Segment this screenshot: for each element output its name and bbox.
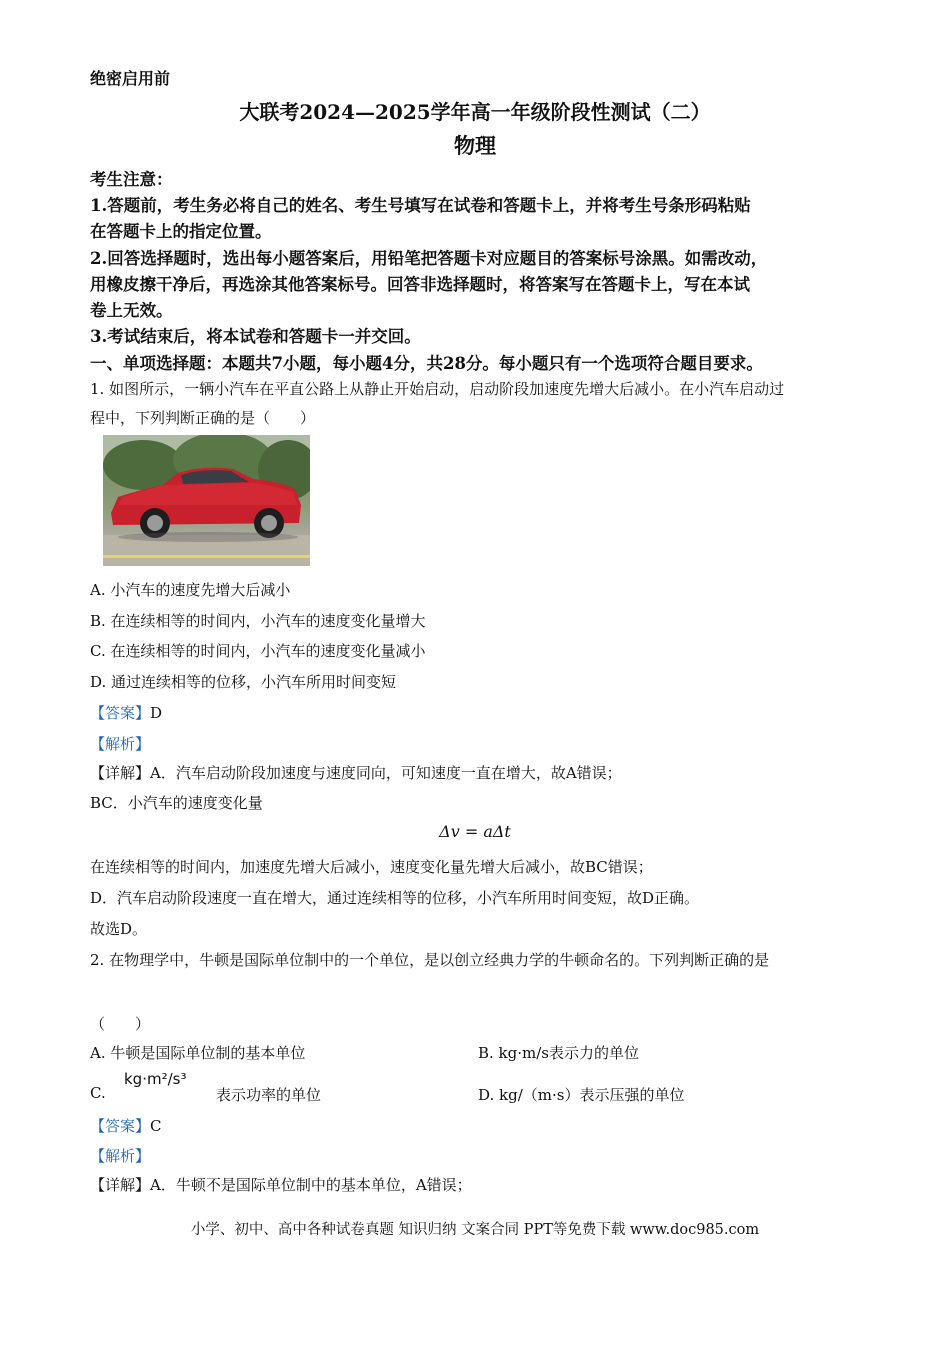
- q1-detail-line: D．汽车启动阶段速度一直在增大，通过连续相等的位移，小汽车所用时间变短，故D正确。: [90, 889, 700, 907]
- red-car-photo: [103, 435, 310, 566]
- q2-option-d: D. kg/（m·s）表示压强的单位: [478, 1086, 685, 1104]
- q1-answer: [90, 702, 162, 723]
- answer-value: D: [150, 704, 163, 722]
- detail-text: A．牛顿不是国际单位制中的基本单位，A错误；: [150, 1176, 472, 1194]
- notice-line: 2.回答选择题时，选出每小题答案后，用铅笔把答题卡对应题目的答案标号涂黑。如需改动，: [90, 249, 768, 268]
- notice-line: 1.答题前，考生务必将自己的姓名、考生号填写在试卷和答题卡上，并将考生号条形码粘贴: [90, 196, 751, 215]
- q1-stem: 程中，下列判断正确的是（ ）: [90, 409, 316, 427]
- notice-line: 卷上无效。: [90, 301, 173, 320]
- q2-option-c-unit: kg·m²/s³: [124, 1070, 187, 1088]
- notice-heading: 考生注意：: [90, 170, 173, 189]
- notice-line: 用橡皮擦干净后，再选涂其他答案标号。回答非选择题时，将答案写在答题卡上，写在本试: [90, 275, 750, 294]
- q1-option-a: A. 小汽车的速度先增大后减小: [90, 581, 291, 599]
- q1-option-d: D. 通过连续相等的位移，小汽车所用时间变短: [90, 673, 397, 691]
- answer-tag: 【答案】: [90, 704, 151, 722]
- q1-option-b: B. 在连续相等的时间内，小汽车的速度变化量增大: [90, 612, 426, 630]
- q2-detail: [90, 1174, 472, 1195]
- section-heading: 一、单项选择题：本题共7小题，每小题4分，共28分。每小题只有一个选项符合题目要求。: [90, 354, 763, 373]
- q1-detail-line: 在连续相等的时间内，加速度先增大后减小，速度变化量先增大后减小，故BC错误；: [90, 858, 653, 876]
- secret-label: 绝密启用前: [90, 69, 171, 88]
- subject-title: 物理: [454, 133, 496, 158]
- q2-option-b: B. kg·m/s表示力的单位: [478, 1044, 639, 1062]
- notice-line: 3.考试结束后，将本试卷和答题卡一并交回。: [90, 327, 421, 346]
- q2-option-c-text: 表示功率的单位: [216, 1086, 322, 1104]
- detail-tag: 【详解】: [90, 764, 151, 782]
- q1-detail-bc: BC．小汽车的速度变化量: [90, 794, 263, 812]
- answer-tag: 【答案】: [90, 1117, 151, 1135]
- q2-option-c-label: C.: [90, 1084, 106, 1102]
- detail-text: A．汽车启动阶段加速度与速度同向，可知速度一直在增大，故A错误；: [150, 764, 622, 782]
- q2-analysis-tag: 【解析】: [90, 1147, 151, 1165]
- q2-stem: 2. 在物理学中，牛顿是国际单位制中的一个单位，是以创立经典力学的牛顿命名的。下列判断正确的是: [90, 951, 770, 969]
- footer-text: 小学、初中、高中各种试卷真题 知识归纳 文案合同 PPT等免费下载 www.doc985.com: [190, 1222, 760, 1238]
- q2-answer: [90, 1115, 162, 1136]
- q1-option-c: C. 在连续相等的时间内，小汽车的速度变化量减小: [90, 642, 426, 660]
- q1-conclusion: 故选D。: [90, 920, 148, 938]
- q1-detail: [90, 762, 622, 783]
- q2-option-a: A. 牛顿是国际单位制的基本单位: [90, 1044, 306, 1062]
- detail-tag: 【详解】: [90, 1176, 151, 1194]
- answer-value: C: [150, 1117, 162, 1135]
- notice-line: 在答题卡上的指定位置。: [90, 222, 272, 241]
- q2-stem: （ ）: [90, 1015, 151, 1033]
- q1-analysis-tag: 【解析】: [90, 735, 151, 753]
- q1-formula: Δv = aΔt: [439, 822, 511, 841]
- q1-stem: 1. 如图所示，一辆小汽车在平直公路上从静止开始启动，启动阶段加速度先增大后减小。在小汽车启动过: [90, 380, 785, 398]
- exam-title: 大联考2024—2025学年高一年级阶段性测试（二）: [239, 100, 711, 124]
